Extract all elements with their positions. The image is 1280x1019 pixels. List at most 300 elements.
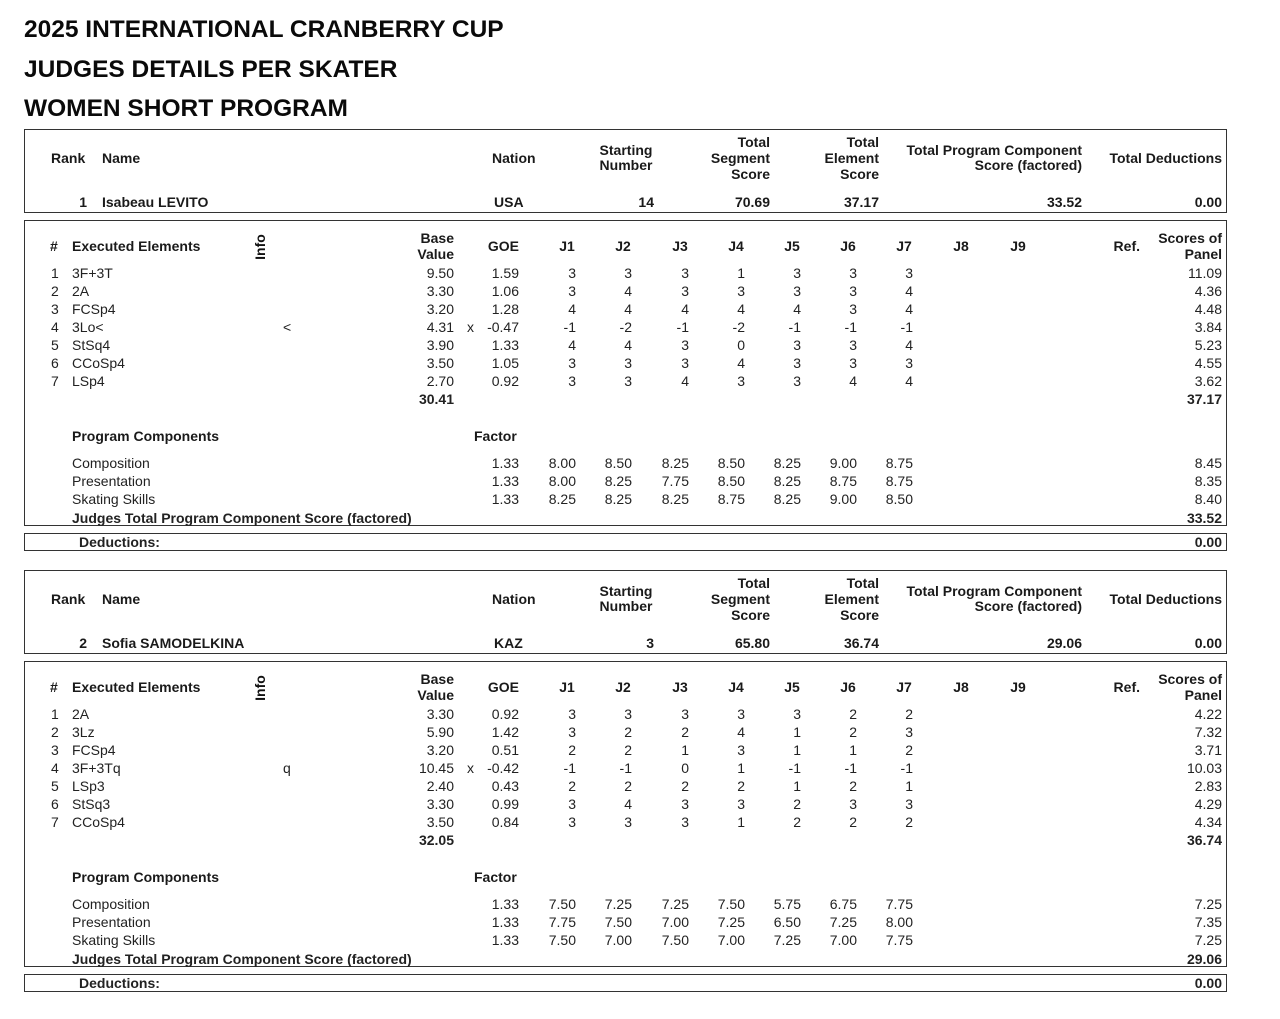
element-goe: -0.42 <box>487 760 519 776</box>
element-base-value: 3.30 <box>426 706 454 722</box>
element-judge-score-j3: 4 <box>681 373 689 389</box>
element-judge-score-j6: 3 <box>849 337 857 353</box>
element-judge-score-j4: 1 <box>737 760 745 776</box>
executed-elements-header: Executed Elements <box>72 679 201 695</box>
total-deductions-value: 0.00 <box>1194 635 1222 651</box>
elements-panel-total: 37.17 <box>1186 391 1222 407</box>
component-judge-score-j2: 7.00 <box>604 932 632 948</box>
component-judge-score-j3: 7.00 <box>661 914 689 930</box>
goe-header: GOE <box>487 238 519 254</box>
judge-header-j8: J8 <box>953 238 969 254</box>
element-base-value: 3.50 <box>426 355 454 371</box>
element-number: 3 <box>51 301 59 317</box>
skater-rank: 1 <box>79 194 87 210</box>
element-judge-score-j5: 3 <box>793 265 801 281</box>
hash-header: # <box>50 679 58 695</box>
elements-panel-total: 36.74 <box>1186 832 1222 848</box>
component-judge-score-j1: 8.00 <box>548 455 576 471</box>
judge-header-j9: J9 <box>1010 679 1026 695</box>
total-segment-header-2: Segment <box>710 150 770 166</box>
element-judge-score-j7: 2 <box>905 706 913 722</box>
element-judge-score-j5: -1 <box>788 319 801 335</box>
total-pcs-header-2: Score (factored) <box>974 598 1082 614</box>
program-components-header: Program Components <box>72 428 220 444</box>
rank-header: Rank <box>51 150 86 166</box>
element-base-value: 3.20 <box>426 301 454 317</box>
element-panel-score: 4.34 <box>1194 814 1222 830</box>
element-judge-score-j4: 3 <box>737 373 745 389</box>
element-judge-score-j2: -1 <box>619 760 632 776</box>
element-panel-score: 3.62 <box>1194 373 1222 389</box>
element-judge-score-j3: 1 <box>681 742 689 758</box>
element-judge-score-j1: 3 <box>568 706 576 722</box>
element-judge-score-j1: 4 <box>568 301 576 317</box>
component-judge-score-j3: 8.25 <box>661 491 689 507</box>
component-name: Composition <box>72 455 150 471</box>
element-goe: 0.43 <box>491 778 519 794</box>
total-segment-header-3: Score <box>731 607 770 623</box>
element-judge-score-j4: 3 <box>737 796 745 812</box>
element-judge-score-j2: 3 <box>624 814 632 830</box>
element-number: 3 <box>51 742 59 758</box>
total-pcs-header-1: Total Program Component <box>906 583 1082 599</box>
component-judge-score-j4: 8.50 <box>717 473 745 489</box>
component-judge-score-j6: 9.00 <box>829 491 857 507</box>
component-judge-score-j6: 7.00 <box>829 932 857 948</box>
component-judge-score-j4: 8.50 <box>717 455 745 471</box>
judge-header-j6: J6 <box>840 238 856 254</box>
deductions-box <box>24 533 1227 551</box>
element-judge-score-j1: 3 <box>568 283 576 299</box>
component-judge-score-j3: 8.25 <box>661 455 689 471</box>
element-goe: 1.06 <box>491 283 519 299</box>
element-code: CCoSp4 <box>72 814 125 830</box>
element-judge-score-j2: 2 <box>624 778 632 794</box>
scores-of-panel-header-1: Scores of <box>1158 230 1222 246</box>
element-panel-score: 4.22 <box>1194 706 1222 722</box>
element-bonus-x-mark: x <box>467 319 474 335</box>
element-goe: 0.99 <box>491 796 519 812</box>
element-panel-score: 3.84 <box>1194 319 1222 335</box>
total-segment-header-1: Total <box>737 575 770 591</box>
component-panel-score: 7.35 <box>1194 914 1222 930</box>
judge-header-j1: J1 <box>559 679 575 695</box>
element-code: StSq3 <box>72 796 111 812</box>
element-base-value: 10.45 <box>418 760 454 776</box>
component-judge-score-j3: 7.25 <box>661 896 689 912</box>
element-panel-score: 4.29 <box>1194 796 1222 812</box>
element-judge-score-j1: 3 <box>568 355 576 371</box>
component-panel-score: 8.35 <box>1194 473 1222 489</box>
element-judge-score-j6: 2 <box>849 724 857 740</box>
starting-number-header-1: Starting <box>599 583 653 599</box>
element-judge-score-j6: 3 <box>849 355 857 371</box>
nation-header: Nation <box>492 150 536 166</box>
element-bonus-x-mark: x <box>467 760 474 776</box>
total-element-header-1: Total <box>846 575 879 591</box>
element-judge-score-j6: 2 <box>849 814 857 830</box>
judges-total-pcs-label: Judges Total Program Component Score (factored) <box>72 510 412 526</box>
element-judge-score-j6: -1 <box>844 319 857 335</box>
component-panel-score: 7.25 <box>1194 896 1222 912</box>
element-judge-score-j1: 3 <box>568 796 576 812</box>
base-value-total: 30.41 <box>418 391 454 407</box>
element-code: 2A <box>72 706 90 722</box>
component-judge-score-j7: 8.00 <box>885 914 913 930</box>
element-judge-score-j3: 2 <box>681 778 689 794</box>
judge-header-j6: J6 <box>840 679 856 695</box>
total-pcs-score: 29.06 <box>1046 635 1082 651</box>
judge-header-j5: J5 <box>784 238 800 254</box>
element-judge-score-j7: 3 <box>905 724 913 740</box>
component-name: Presentation <box>72 473 151 489</box>
component-judge-score-j7: 7.75 <box>885 896 913 912</box>
element-judge-score-j3: 0 <box>681 760 689 776</box>
element-goe: -0.47 <box>487 319 519 335</box>
info-header: Info <box>252 234 268 260</box>
component-judge-score-j7: 8.75 <box>885 473 913 489</box>
base-value-header-2: Value <box>417 687 454 703</box>
base-value-total: 32.05 <box>418 832 454 848</box>
component-judge-score-j4: 8.75 <box>717 491 745 507</box>
element-panel-score: 4.48 <box>1194 301 1222 317</box>
element-goe: 0.92 <box>491 706 519 722</box>
element-judge-score-j3: 3 <box>681 283 689 299</box>
element-judge-score-j4: 4 <box>737 355 745 371</box>
element-info-mark: q <box>283 760 291 776</box>
element-judge-score-j1: 3 <box>568 724 576 740</box>
base-value-header-2: Value <box>417 246 454 262</box>
element-judge-score-j1: -1 <box>563 760 576 776</box>
element-base-value: 5.90 <box>426 724 454 740</box>
element-base-value: 3.90 <box>426 337 454 353</box>
program-components-header: Program Components <box>72 869 220 885</box>
element-panel-score: 2.83 <box>1194 778 1222 794</box>
element-judge-score-j2: 2 <box>624 724 632 740</box>
element-judge-score-j5: 3 <box>793 373 801 389</box>
element-number: 2 <box>51 283 59 299</box>
element-base-value: 3.50 <box>426 814 454 830</box>
element-judge-score-j1: -1 <box>563 319 576 335</box>
element-number: 7 <box>51 814 59 830</box>
judges-total-pcs-value: 29.06 <box>1186 951 1222 967</box>
element-judge-score-j3: 3 <box>681 706 689 722</box>
info-header: Info <box>252 675 268 701</box>
rank-header: Rank <box>51 591 86 607</box>
component-judge-score-j2: 8.25 <box>604 491 632 507</box>
element-judge-score-j1: 3 <box>568 373 576 389</box>
event-title: 2025 INTERNATIONAL CRANBERRY CUP <box>24 16 504 43</box>
element-judge-score-j7: 3 <box>905 796 913 812</box>
component-judge-score-j5: 6.50 <box>773 914 801 930</box>
component-judge-score-j5: 8.25 <box>773 473 801 489</box>
element-goe: 1.42 <box>491 724 519 740</box>
element-base-value: 9.50 <box>426 265 454 281</box>
element-judge-score-j5: 1 <box>793 778 801 794</box>
starting-number: 3 <box>646 635 654 651</box>
element-judge-score-j5: 1 <box>793 724 801 740</box>
element-judge-score-j2: 4 <box>624 283 632 299</box>
element-number: 1 <box>51 706 59 722</box>
element-judge-score-j6: 2 <box>849 778 857 794</box>
element-judge-score-j1: 4 <box>568 337 576 353</box>
element-judge-score-j5: 2 <box>793 796 801 812</box>
element-judge-score-j2: 4 <box>624 337 632 353</box>
factor-header: Factor <box>474 869 517 885</box>
element-number: 6 <box>51 355 59 371</box>
component-judge-score-j5: 8.25 <box>773 491 801 507</box>
component-panel-score: 8.45 <box>1194 455 1222 471</box>
total-pcs-header-2: Score (factored) <box>974 157 1082 173</box>
component-judge-score-j2: 8.50 <box>604 455 632 471</box>
element-panel-score: 4.55 <box>1194 355 1222 371</box>
element-judge-score-j7: -1 <box>900 760 913 776</box>
element-judge-score-j7: 3 <box>905 265 913 281</box>
element-judge-score-j2: 3 <box>624 265 632 281</box>
component-name: Skating Skills <box>72 491 156 507</box>
component-judge-score-j4: 7.00 <box>717 932 745 948</box>
component-judge-score-j5: 7.25 <box>773 932 801 948</box>
judge-header-j2: J2 <box>615 679 631 695</box>
element-judge-score-j3: 3 <box>681 355 689 371</box>
component-panel-score: 8.40 <box>1194 491 1222 507</box>
element-judge-score-j4: -2 <box>732 319 745 335</box>
component-judge-score-j4: 7.50 <box>717 896 745 912</box>
element-goe: 1.28 <box>491 301 519 317</box>
component-judge-score-j1: 8.25 <box>548 491 576 507</box>
total-segment-header-3: Score <box>731 166 770 182</box>
component-name: Composition <box>72 896 150 912</box>
skater-rank: 2 <box>79 635 87 651</box>
element-judge-score-j7: 2 <box>905 742 913 758</box>
element-panel-score: 3.71 <box>1194 742 1222 758</box>
component-judge-score-j7: 7.75 <box>885 932 913 948</box>
element-judge-score-j3: -1 <box>676 319 689 335</box>
total-element-header-3: Score <box>840 166 879 182</box>
total-pcs-header-1: Total Program Component <box>906 142 1082 158</box>
scores-of-panel-header-2: Panel <box>1184 246 1222 262</box>
element-base-value: 3.30 <box>426 796 454 812</box>
element-judge-score-j4: 3 <box>737 706 745 722</box>
deductions-value: 0.00 <box>1194 975 1222 991</box>
element-judge-score-j5: 3 <box>793 355 801 371</box>
goe-header: GOE <box>487 679 519 695</box>
judge-header-j9: J9 <box>1010 238 1026 254</box>
judge-header-j2: J2 <box>615 238 631 254</box>
component-judge-score-j2: 7.25 <box>604 896 632 912</box>
total-element-header-2: Element <box>824 591 879 607</box>
deductions-box <box>24 974 1227 992</box>
component-judge-score-j3: 7.75 <box>661 473 689 489</box>
component-judge-score-j1: 8.00 <box>548 473 576 489</box>
element-judge-score-j7: 4 <box>905 373 913 389</box>
judge-header-j3: J3 <box>672 679 688 695</box>
element-code: LSp3 <box>72 778 105 794</box>
element-judge-score-j1: 3 <box>568 265 576 281</box>
element-judge-score-j5: 3 <box>793 337 801 353</box>
element-panel-score: 4.36 <box>1194 283 1222 299</box>
element-judge-score-j4: 3 <box>737 283 745 299</box>
element-judge-score-j7: 4 <box>905 283 913 299</box>
component-judge-score-j6: 8.75 <box>829 473 857 489</box>
element-judge-score-j7: 1 <box>905 778 913 794</box>
element-judge-score-j4: 4 <box>737 301 745 317</box>
element-judge-score-j3: 3 <box>681 265 689 281</box>
component-factor: 1.33 <box>491 473 519 489</box>
skater-nation: KAZ <box>494 635 523 651</box>
element-code: FCSp4 <box>72 742 116 758</box>
total-element-score: 36.74 <box>843 635 879 651</box>
segment-title: WOMEN SHORT PROGRAM <box>24 95 348 122</box>
element-number: 5 <box>51 337 59 353</box>
element-judge-score-j3: 2 <box>681 724 689 740</box>
total-segment-score: 65.80 <box>734 635 770 651</box>
judge-header-j4: J4 <box>728 679 744 695</box>
element-number: 1 <box>51 265 59 281</box>
judge-header-j1: J1 <box>559 238 575 254</box>
judge-header-j5: J5 <box>784 679 800 695</box>
element-judge-score-j6: 2 <box>849 706 857 722</box>
skater-nation: USA <box>494 194 524 210</box>
total-deductions-value: 0.00 <box>1194 194 1222 210</box>
element-info-mark: < <box>283 319 292 335</box>
judges-total-pcs-value: 33.52 <box>1186 510 1222 526</box>
element-judge-score-j5: 4 <box>793 301 801 317</box>
component-factor: 1.33 <box>491 914 519 930</box>
total-segment-score: 70.69 <box>734 194 770 210</box>
starting-number-header-2: Number <box>599 157 653 173</box>
component-judge-score-j2: 7.50 <box>604 914 632 930</box>
judge-header-j7: J7 <box>896 238 912 254</box>
judges-total-pcs-label: Judges Total Program Component Score (factored) <box>72 951 412 967</box>
element-judge-score-j5: 3 <box>793 706 801 722</box>
element-judge-score-j6: 1 <box>849 742 857 758</box>
total-element-score: 37.17 <box>843 194 879 210</box>
element-judge-score-j3: 4 <box>681 301 689 317</box>
element-code: 3Lo< <box>72 319 104 335</box>
element-goe: 1.59 <box>491 265 519 281</box>
component-factor: 1.33 <box>491 455 519 471</box>
executed-elements-header: Executed Elements <box>72 238 201 254</box>
element-panel-score: 7.32 <box>1194 724 1222 740</box>
element-judge-score-j7: 2 <box>905 814 913 830</box>
scores-of-panel-header-1: Scores of <box>1158 671 1222 687</box>
element-judge-score-j4: 1 <box>737 265 745 281</box>
component-judge-score-j5: 5.75 <box>773 896 801 912</box>
total-element-header-1: Total <box>846 134 879 150</box>
element-number: 7 <box>51 373 59 389</box>
component-panel-score: 7.25 <box>1194 932 1222 948</box>
element-number: 6 <box>51 796 59 812</box>
starting-number-header-1: Starting <box>599 142 653 158</box>
hash-header: # <box>50 238 58 254</box>
element-judge-score-j4: 2 <box>737 778 745 794</box>
element-base-value: 2.40 <box>426 778 454 794</box>
skater-name: Isabeau LEVITO <box>102 194 209 210</box>
element-judge-score-j7: 3 <box>905 355 913 371</box>
element-number: 2 <box>51 724 59 740</box>
element-judge-score-j3: 3 <box>681 796 689 812</box>
total-element-header-3: Score <box>840 607 879 623</box>
element-goe: 0.92 <box>491 373 519 389</box>
element-judge-score-j4: 0 <box>737 337 745 353</box>
element-base-value: 3.30 <box>426 283 454 299</box>
component-name: Presentation <box>72 914 151 930</box>
skater-name: Sofia SAMODELKINA <box>102 635 245 651</box>
component-judge-score-j7: 8.75 <box>885 455 913 471</box>
factor-header: Factor <box>474 428 517 444</box>
element-goe: 1.33 <box>491 337 519 353</box>
nation-header: Nation <box>492 591 536 607</box>
component-factor: 1.33 <box>491 896 519 912</box>
deductions-label: Deductions: <box>79 534 160 550</box>
element-judge-score-j6: -1 <box>844 760 857 776</box>
total-segment-header-1: Total <box>737 134 770 150</box>
total-deductions-header: Total Deductions <box>1109 150 1222 166</box>
judge-header-j8: J8 <box>953 679 969 695</box>
component-judge-score-j6: 7.25 <box>829 914 857 930</box>
starting-number-header-2: Number <box>599 598 653 614</box>
element-judge-score-j6: 3 <box>849 796 857 812</box>
element-judge-score-j6: 3 <box>849 301 857 317</box>
component-factor: 1.33 <box>491 932 519 948</box>
element-goe: 1.05 <box>491 355 519 371</box>
scores-of-panel-header-2: Panel <box>1184 687 1222 703</box>
deductions-label: Deductions: <box>79 975 160 991</box>
element-goe: 0.51 <box>491 742 519 758</box>
element-judge-score-j2: -2 <box>619 319 632 335</box>
base-value-header-1: Base <box>420 230 454 246</box>
element-code: LSp4 <box>72 373 105 389</box>
component-judge-score-j1: 7.50 <box>548 896 576 912</box>
element-judge-score-j6: 3 <box>849 265 857 281</box>
element-panel-score: 11.09 <box>1188 265 1222 281</box>
component-judge-score-j7: 8.50 <box>885 491 913 507</box>
total-deductions-header: Total Deductions <box>1109 591 1222 607</box>
element-judge-score-j5: -1 <box>788 760 801 776</box>
component-name: Skating Skills <box>72 932 156 948</box>
report-title: JUDGES DETAILS PER SKATER <box>24 56 398 83</box>
element-judge-score-j4: 4 <box>737 724 745 740</box>
element-code: 3F+3Tq <box>72 760 121 776</box>
ref-header: Ref. <box>1113 238 1140 254</box>
name-header: Name <box>102 591 141 607</box>
element-judge-score-j2: 3 <box>624 355 632 371</box>
element-number: 5 <box>51 778 59 794</box>
element-base-value: 4.31 <box>426 319 454 335</box>
element-judge-score-j5: 2 <box>793 814 801 830</box>
base-value-header-1: Base <box>420 671 454 687</box>
element-judge-score-j2: 3 <box>624 706 632 722</box>
deductions-value: 0.00 <box>1194 534 1222 550</box>
judge-header-j4: J4 <box>728 238 744 254</box>
element-judge-score-j3: 3 <box>681 337 689 353</box>
component-factor: 1.33 <box>491 491 519 507</box>
component-judge-score-j6: 9.00 <box>829 455 857 471</box>
element-base-value: 2.70 <box>426 373 454 389</box>
element-number: 4 <box>51 319 59 335</box>
element-panel-score: 10.03 <box>1186 760 1222 776</box>
element-goe: 0.84 <box>491 814 519 830</box>
element-panel-score: 5.23 <box>1194 337 1222 353</box>
element-judge-score-j2: 4 <box>624 301 632 317</box>
element-judge-score-j6: 3 <box>849 283 857 299</box>
element-judge-score-j7: 4 <box>905 337 913 353</box>
element-code: 3F+3T <box>72 265 113 281</box>
element-judge-score-j3: 3 <box>681 814 689 830</box>
element-judge-score-j1: 3 <box>568 814 576 830</box>
element-code: StSq4 <box>72 337 111 353</box>
